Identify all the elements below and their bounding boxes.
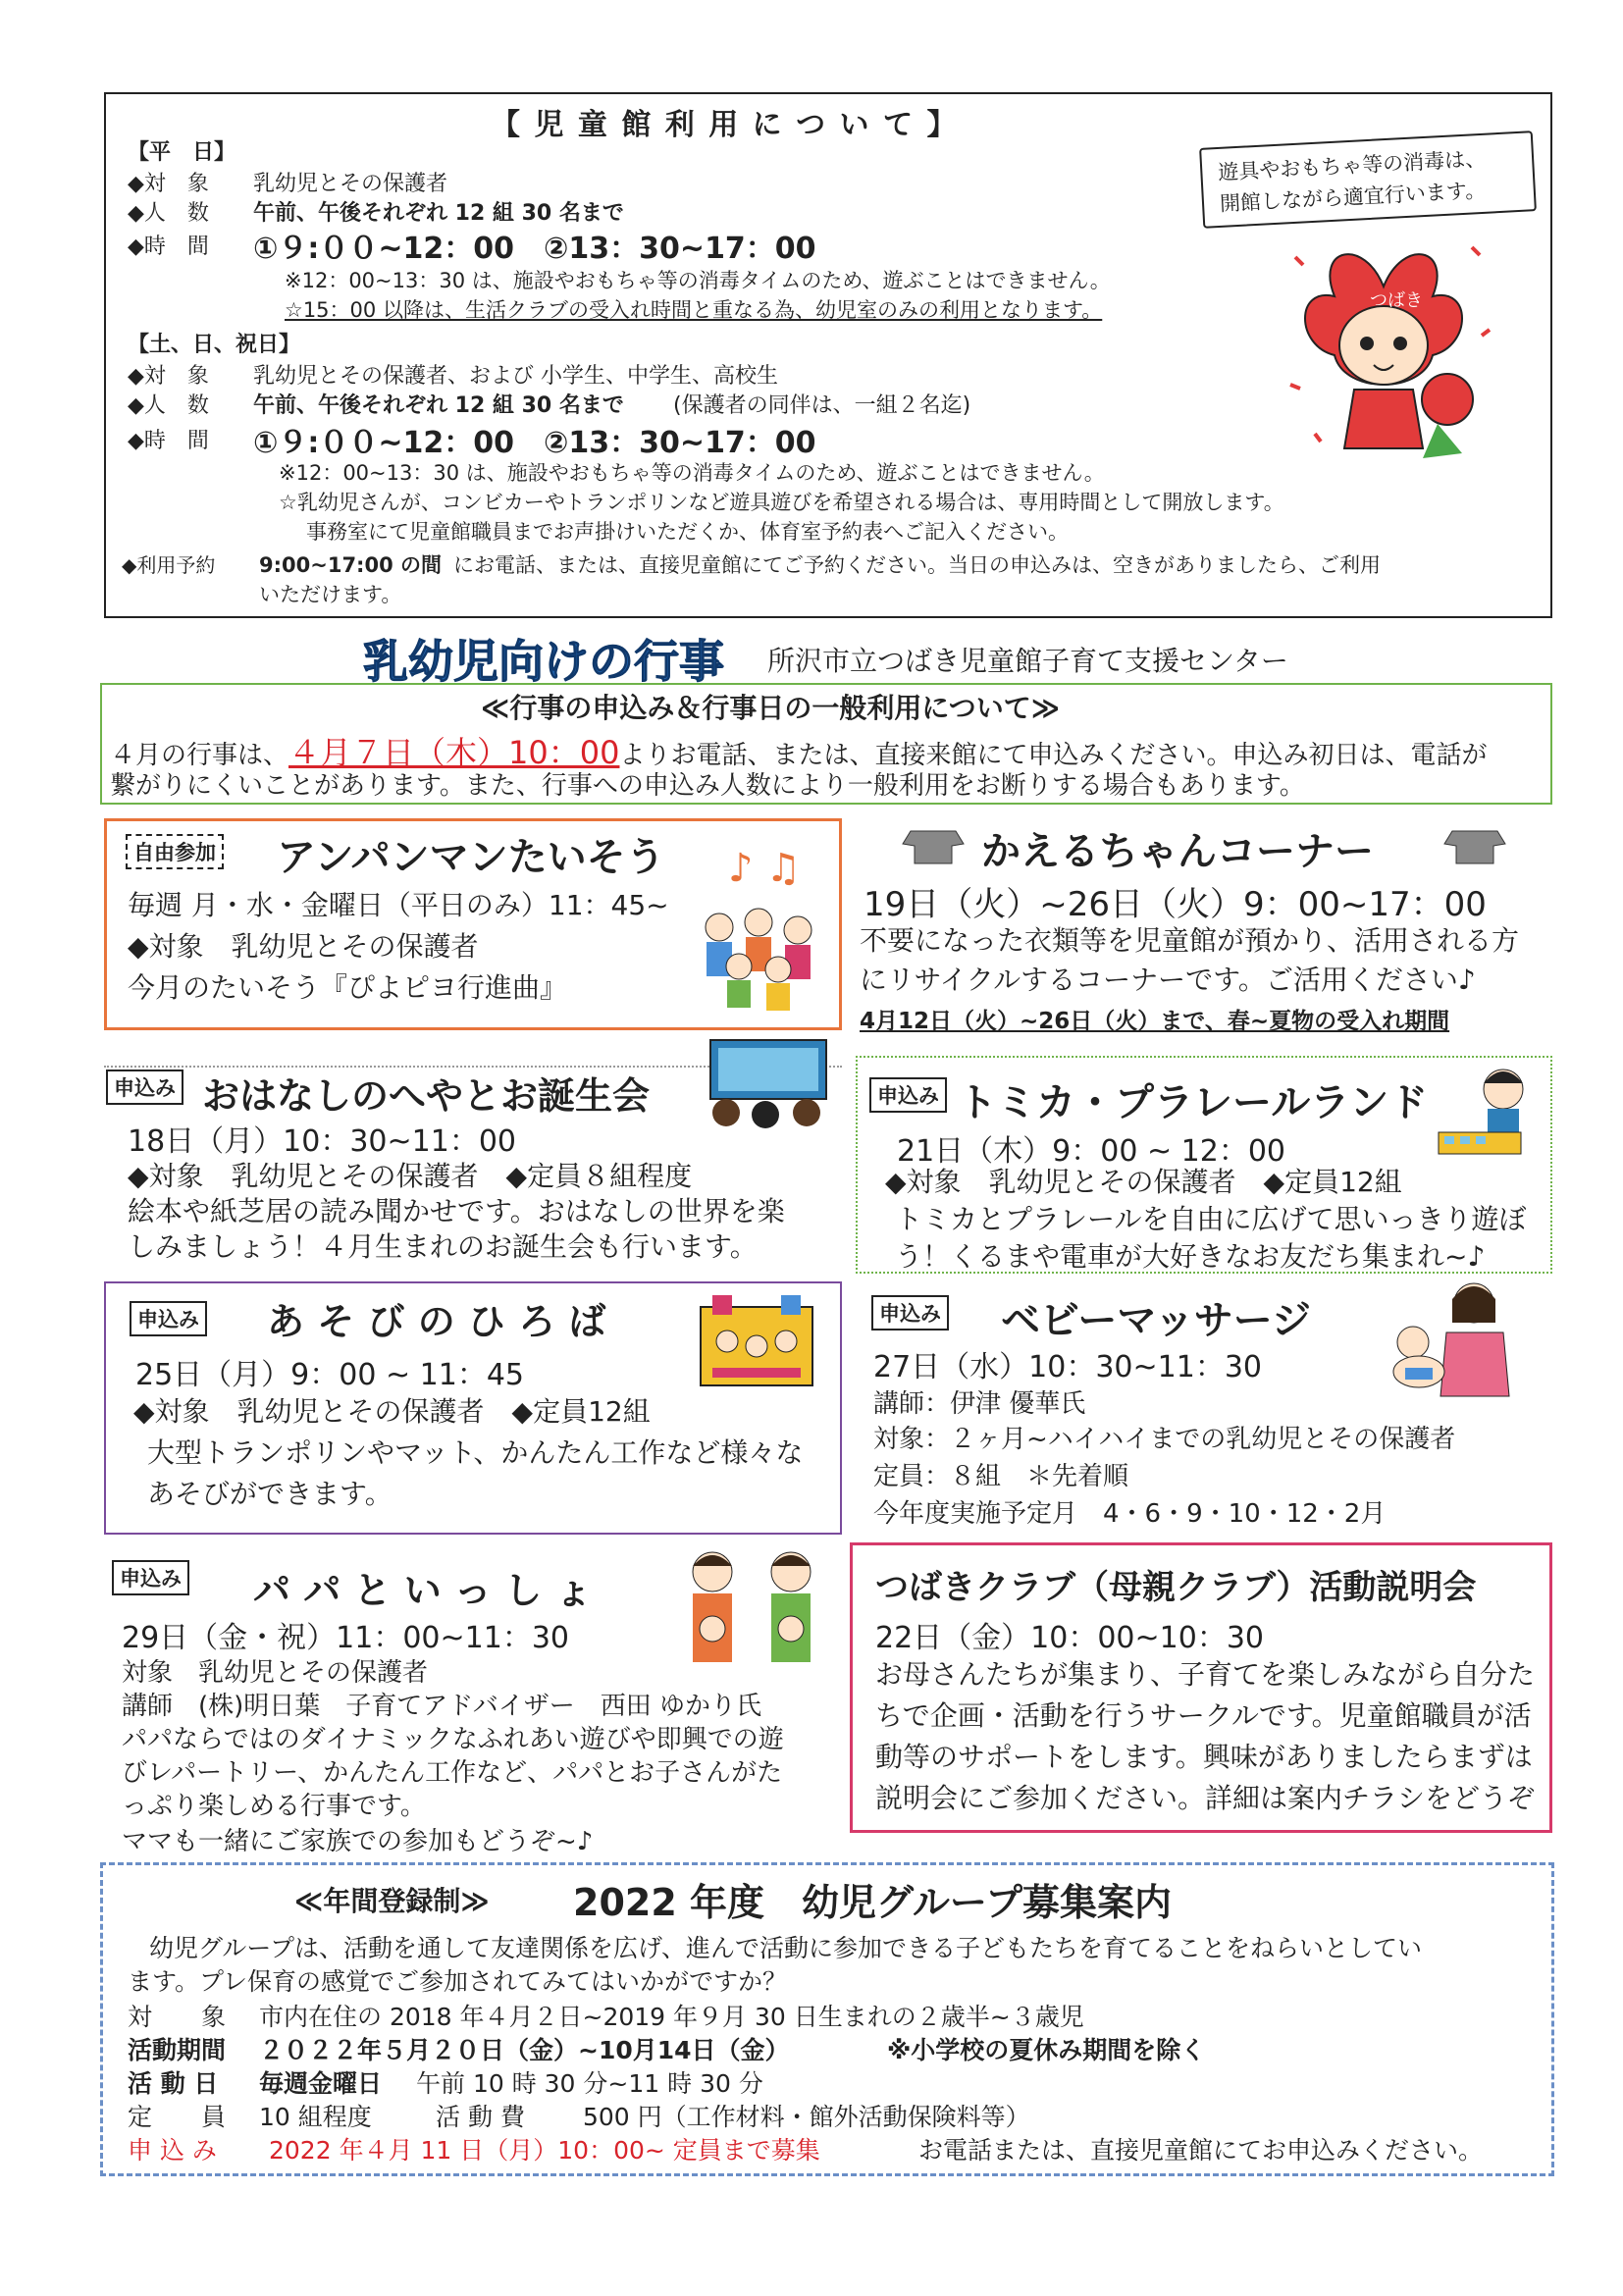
asobi-line-3: あそびができます。 — [147, 1478, 393, 1510]
clothes-right-icon — [1442, 826, 1507, 865]
papa-line-3: パパならではのダイナミックなふれあい遊びや即興での遊 — [122, 1725, 784, 1754]
ohanashi-tag — [106, 1070, 183, 1105]
weekday-target-label: ◆対 象 — [128, 172, 209, 196]
kaeru-line-2: にリサイクルするコーナーです。ご活用ください♪ — [860, 964, 1476, 996]
tomica-title: トミカ・プラレールランド — [958, 1080, 1429, 1125]
papa-line-1: 対象 乳幼児とその保護者 — [122, 1658, 429, 1688]
group-intro-1: 幼児グループは、活動を通して友達関係を広げ、進んで活動に参加できる子どもたちを育てることをねらいとしてい — [149, 1934, 1423, 1962]
svg-text:つばき: つばき — [1370, 290, 1423, 311]
baby-date: 27日（水）10：30~11：30 — [873, 1350, 1263, 1384]
asobi-tag — [130, 1301, 207, 1336]
baby-line-3: 定員：８組 ＊先着順 — [873, 1462, 1129, 1491]
tomica-tag — [869, 1077, 947, 1113]
weekend-note-3: 事務室にて児童館職員までお声掛けいただくか、体育室予約表へご記入ください。 — [306, 520, 1069, 544]
usage-title: 【 児 童 館 利 用 に つ い て 】 — [491, 108, 959, 142]
group-day-label: 活 動 日 — [128, 2069, 219, 2098]
group-period: ２０２２年５月２０日（金）~10月14日（金） — [259, 2036, 790, 2064]
apply-date: ４月７日（木）10：00 — [288, 734, 620, 771]
papa-line-5: っぷり楽しめる行事です。 — [122, 1792, 426, 1821]
reserve-label: ◆利用予約 — [122, 553, 216, 577]
family-icon — [673, 1546, 830, 1674]
asobi-tag-label: 申込み — [130, 1301, 207, 1336]
anpanman-tag — [126, 834, 224, 869]
apply-text-2: 繋がりにくいことがあります。また、行事への申込み人数により一般利用をお断りする場合もあります。 — [110, 771, 1305, 801]
reserve-text-1: にお電話、または、直接児童館にてご予約ください。当日の申込みは、空きがありましたら、ご利用 — [453, 553, 1381, 577]
weekend-count: 午前、午後それぞれ 12 組 30 名まで — [253, 393, 624, 418]
group-apply-label: 申 込 み — [128, 2136, 217, 2165]
speech-line-1: 遊具やおもちゃ等の消毒は、 — [1217, 146, 1487, 184]
tsubaki-line-3: 動等のサポートをします。興味がありましたらまずは — [875, 1741, 1533, 1773]
weekend-target: 乳幼児とその保護者、および 小学生、中学生、高校生 — [253, 364, 778, 389]
tomica-line-3: う！くるまや電車が大好きなお友だち集まれ~♪ — [895, 1240, 1486, 1273]
papa-tag — [112, 1560, 189, 1595]
tsubaki-date: 22日（金）10：00~10：30 — [875, 1621, 1265, 1655]
clothes-left-icon — [901, 826, 966, 865]
baby-tag-label: 申込み — [871, 1295, 949, 1331]
group-day: 毎週金曜日 — [259, 2069, 383, 2098]
weekend-count-note: (保護者の同伴は、一組２名迄) — [673, 393, 971, 418]
baby-line-4: 今年度実施予定月 4・6・9・10・12・2月 — [873, 1499, 1387, 1529]
weekend-time: ①９:００~12：00 ②13：30~17：00 — [253, 426, 816, 460]
weekday-count-label: ◆人 数 — [128, 201, 209, 226]
music-notes: ♪ ♫ — [728, 846, 802, 891]
weekday-header: 【平 日】 — [128, 140, 236, 165]
papa-title: パ パ と い っ し ょ — [253, 1569, 593, 1612]
group-fee: 500 円（工作材料・館外活動保険料等） — [583, 2103, 1030, 2131]
apply-text-1b: よりお電話、または、直接来館にて申込みください。申込み初日は、電話が — [619, 741, 1488, 770]
apply-text-1a: ４月の行事は、 — [110, 741, 289, 770]
weekend-time-label: ◆時 間 — [128, 429, 209, 453]
anpanman-title: アンパンマンたいそう — [277, 835, 665, 880]
weekend-note-1: ※12：00~13：30 は、施設やおもちゃ等の消毒タイムのため、遊ぶことはできません。 — [279, 461, 1105, 485]
group-title: 2022 年度 幼児グループ募集案内 — [573, 1881, 1172, 1924]
anpanman-line-1: 毎週 月・水・金曜日（平日のみ）11：45~ — [128, 889, 669, 921]
group-period-label: 活動期間 — [128, 2036, 227, 2064]
weekend-note-2: ☆乳幼児さんが、コンビカーやトランポリンなど遊具遊びを希望される場合は、専用時間として開放します。 — [279, 491, 1284, 514]
weekday-note-1: ※12：00~13：30 は、施設やおもちゃ等の消毒タイムのため、遊ぶことはできません。 — [285, 269, 1111, 292]
asobi-date: 25日（月）9：00 ~ 11：45 — [135, 1358, 524, 1392]
kids-dancing-icon — [695, 903, 822, 1011]
group-period-note: ※小学校の夏休み期間を除く — [887, 2036, 1206, 2064]
baby-line-1: 講師：伊津 優華氏 — [873, 1389, 1086, 1419]
asobi-title: あ そ び の ひ ろ ば — [267, 1300, 606, 1343]
asobi-line-2: 大型トランポリンやマット、かんたん工作など様々な — [147, 1436, 804, 1469]
group-label: ≪年間登録制≫ — [294, 1885, 490, 1917]
group-capacity: 10 組程度 — [259, 2103, 372, 2131]
weekday-count: 午前、午後それぞれ 12 組 30 名まで — [253, 201, 624, 226]
tsubaki-line-2: ちで企画・活動を行うサークルです。児童館職員が活 — [875, 1699, 1532, 1732]
tsubaki-line-1: お母さんたちが集まり、子育てを楽しみながら自分た — [875, 1658, 1536, 1691]
events-header-org: 所沢市立つばき児童館子育て支援センター — [767, 645, 1288, 677]
papa-line-4: びレパートリー、かんたん工作など、パパとお子さんがた — [122, 1758, 783, 1788]
boy-train-icon — [1435, 1064, 1543, 1162]
group-target: 市内在住の 2018 年４月２日~2019 年９月 30 日生まれの２歳半~３歳児 — [259, 2003, 1084, 2031]
baby-line-2: 対象：２ヶ月~ハイハイまでの乳幼児とその保護者 — [873, 1425, 1456, 1454]
anpanman-line-2: ◆対象 乳幼児とその保護者 — [128, 930, 479, 963]
weekday-note-2: ☆15：00 以降は、生活クラブの受入れ時間と重なる為、幼児室のみの利用となります。 — [285, 298, 1103, 322]
reserve-time: 9:00~17:00 の間 — [259, 553, 442, 577]
playground-icon — [693, 1287, 820, 1395]
kaeru-date: 19日（火）~26日（火）9：00~17：00 — [864, 885, 1487, 924]
group-apply: 2022 年４月 11 日（月）10：00~ 定員まで募集 — [269, 2136, 820, 2165]
tsubaki-title: つばきクラブ（母親クラブ）活動説明会 — [875, 1568, 1477, 1607]
tomica-line-1: ◆対象 乳幼児とその保護者 ◆定員12組 — [885, 1166, 1402, 1198]
weekday-time: ①９:００~12：00 ②13：30~17：00 — [253, 232, 816, 266]
reserve-text-2: いただけます。 — [259, 583, 402, 606]
weekend-target-label: ◆対 象 — [128, 364, 209, 389]
kaeru-title: かえるちゃんコーナー — [981, 829, 1374, 874]
tsubaki-line-4: 説明会にご参加ください。詳細は案内チラシをどうぞ — [875, 1782, 1536, 1814]
events-header-title: 乳幼児向けの行事 — [363, 635, 724, 688]
weekday-time-label: ◆時 間 — [128, 235, 209, 259]
papa-line-6: ママも一緒にご家族での参加もどうぞ~♪ — [122, 1827, 594, 1856]
kaeru-line-1: 不要になった衣類等を児童館が預かり、活用される方 — [860, 924, 1520, 957]
baby-tag — [871, 1295, 949, 1331]
ohanashi-title: おはなしのへやとお誕生会 — [202, 1074, 651, 1118]
anpanman-tag-label: 自由参加 — [126, 834, 224, 869]
papa-line-2: 講師 (株)明日葉 子育てアドバイザー 西田 ゆかり氏 — [122, 1692, 762, 1721]
weekend-header: 【土、日、祝日】 — [128, 333, 301, 357]
tomica-line-2: トミカとプラレールを自由に広げて思いっきり遊ぼ — [895, 1203, 1527, 1235]
group-capacity-label: 定 員 — [128, 2103, 227, 2131]
storytelling-icon — [705, 1036, 832, 1134]
ohanashi-line-1: ◆対象 乳幼児とその保護者 ◆定員８組程度 — [128, 1160, 693, 1192]
papa-tag-label: 申込み — [112, 1560, 189, 1595]
ohanashi-line-2: 絵本や紙芝居の読み聞かせです。おはなしの世界を楽 — [128, 1195, 785, 1227]
ohanashi-line-3: しみましょう！４月生まれのお誕生会も行います。 — [128, 1230, 758, 1263]
group-intro-2: ます。プレ保育の感覚でご参加されてみてはいかがですか？ — [128, 1967, 788, 1996]
anpanman-line-3: 今月のたいそう『ぴよピヨ行進曲』 — [128, 971, 568, 1004]
kaeru-line-3: 4月12日（火）~26日（火）まで、春~夏物の受入れ期間 — [860, 1009, 1450, 1034]
group-apply-note: お電話または、直接児童館にてお申込みください。 — [918, 2136, 1484, 2165]
group-fee-label: 活 動 費 — [436, 2103, 525, 2131]
apply-title: ≪行事の申込み＆行事日の一般利用について≫ — [481, 692, 1061, 724]
speech-line-2: 開館しながら適宜行います。 — [1219, 178, 1487, 216]
group-target-label: 対 象 — [128, 2003, 227, 2031]
group-day-time: 午前 10 時 30 分~11 時 30 分 — [416, 2069, 763, 2098]
asobi-line-1: ◆対象 乳幼児とその保護者 ◆定員12組 — [133, 1395, 651, 1428]
papa-date: 29日（金・祝）11：00~11：30 — [122, 1621, 570, 1655]
baby-title: ベビーマッサージ — [1001, 1298, 1311, 1343]
tomica-date: 21日（木）9：00 ~ 12：00 — [897, 1134, 1285, 1169]
baby-massage-icon — [1378, 1274, 1515, 1401]
tomica-tag-label: 申込み — [869, 1077, 947, 1113]
tsubaki-mascot-icon — [1276, 228, 1501, 463]
weekday-target: 乳幼児とその保護者 — [253, 172, 448, 196]
ohanashi-tag-label: 申込み — [106, 1070, 183, 1105]
ohanashi-date: 18日（月）10：30~11：00 — [128, 1124, 517, 1159]
weekend-count-label: ◆人 数 — [128, 393, 209, 418]
